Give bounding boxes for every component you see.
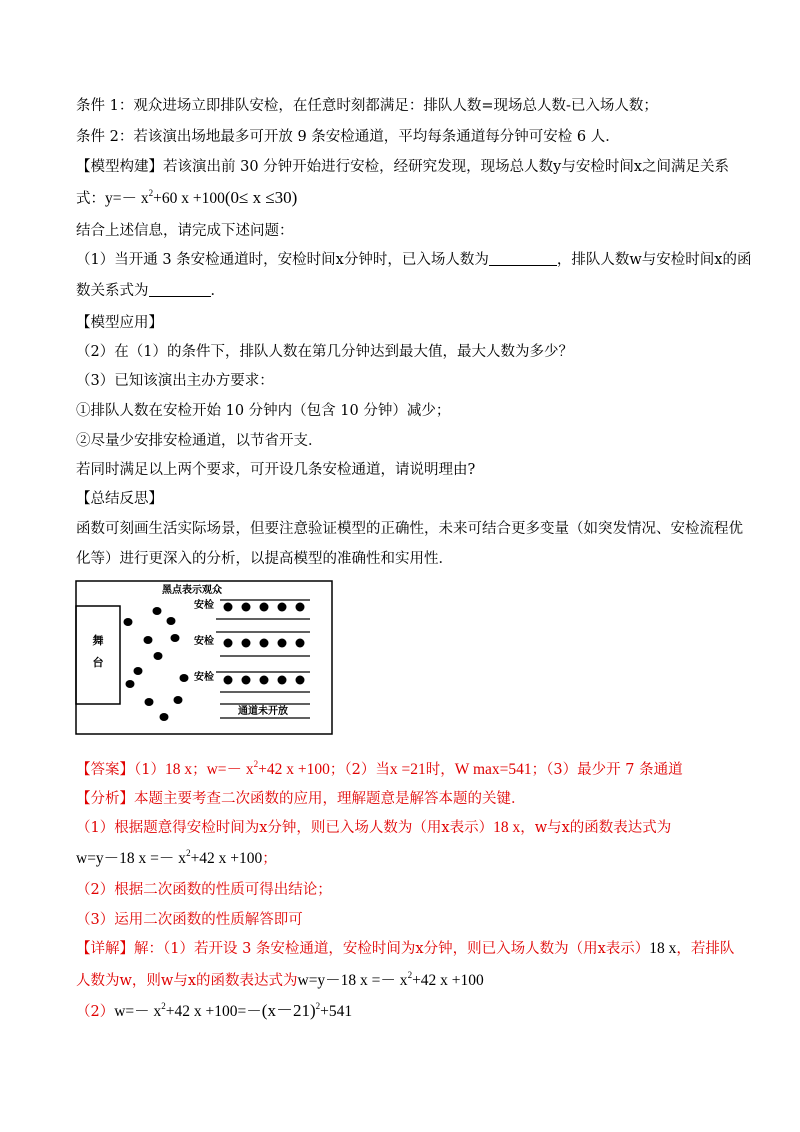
audience-dot <box>180 674 189 682</box>
analysis-1: （1）根据题意得安检时间为x分钟，则已入场人数为（用x表示）18 x，w与x的函数表达式为 <box>76 819 672 836</box>
detail-line-3: $(2)w=- x^2+42$ $x +100=-(x-21)^2+541$ <box>76 1001 353 1020</box>
summary-heading: 【总结反思】 <box>76 491 163 507</box>
closed-channel-label: 通道未开放 <box>238 706 288 717</box>
audience-dot <box>144 636 153 644</box>
security-label-2: 安检 <box>194 636 214 647</box>
audience-dot <box>145 698 154 706</box>
audience-dot <box>134 667 143 675</box>
question-2: （2）在（1）的条件下，排队人数在第几分钟达到最大值，最大人数为多少？ <box>76 344 573 360</box>
question-3-ask: 若同时满足以上两个要求，可开设几条安检通道，请说明理由? <box>76 462 476 478</box>
analysis-3: （3）运用二次函数的性质解答即可 <box>76 912 303 928</box>
answer-blank-2[interactable] <box>149 282 211 297</box>
requirement-1: ①排队人数在安检开始 10 分钟内（包含 10 分钟）减少； <box>76 403 451 419</box>
audience-dot <box>171 634 180 642</box>
relation-formula: $y=- x^2+60$ x +100(0≤ x ≤30) <box>105 188 298 207</box>
audience-dot <box>160 713 169 721</box>
security-label-3: 安检 <box>194 672 214 683</box>
detail-line-2: 人数为w，则w与x的函数表达式为w=y－18 $x =- x^2+42$ x +100 <box>76 970 484 989</box>
detail-line-1: 【详解】解：（1）若开设 3 条安检通道，安检时间为x分钟，则已入场人数为（用x表示）18 x，若排队 <box>76 940 735 957</box>
requirement-2: ②尽量少安排安检通道，以节省开支． <box>76 433 323 449</box>
audience-dot <box>153 607 162 615</box>
stage-label-text: 舞 台 <box>92 634 104 669</box>
audience-dot <box>167 617 176 625</box>
model-app-heading: 【模型应用】 <box>76 315 163 331</box>
summary-line-1: 函数可刻画生活实际场景，但要注意验证模型的正确性，未来可结合更多变量（如突发情况、安检流程优 <box>76 521 743 537</box>
answer-blank-1[interactable] <box>489 251 557 266</box>
security-lanes <box>216 600 310 718</box>
question-3: （3）已知该演出主办方要求： <box>76 373 274 389</box>
summary-line-2: 化等）进行更深入的分析，以提高模型的准确性和实用性． <box>76 551 453 567</box>
question-1-line-2: 数关系式为 ． <box>76 283 225 299</box>
figure-title: 黑点表示观众 <box>162 585 222 596</box>
model-build-line-1: 【模型构建】若该演出前 30 分钟开始进行安检，经研究发现，现场总人数y与安检时间x之间满足关系 <box>76 159 730 175</box>
crowd-dots <box>124 607 189 721</box>
analysis-2: （2）根据二次函数的性质可得出结论； <box>76 882 332 898</box>
analysis-1-equation: w=y－18 $x =- x^2+42$ x +100； <box>76 848 277 867</box>
audience-dot <box>154 652 163 660</box>
audience-dot <box>174 696 183 704</box>
analysis-line: 【分析】本题主要考查二次函数的应用，理解题意是解答本题的关键． <box>76 791 526 807</box>
combine-line: 结合上述信息，请完成下述问题： <box>76 223 294 239</box>
condition-2: 条件 2：若该演出场地最多可开放 9 条安检通道，平均每条通道每分钟可安检 6 人． <box>76 129 620 145</box>
question-1-line-1: （1）当开通 3 条安检通道时，安检时间x分钟时，已入场人数为 ，排队人数w与安检时间x的函 <box>76 252 752 268</box>
model-build-line-2: 式：$y=- x^2+60$ x +100(0≤ x ≤30) <box>76 188 298 207</box>
security-label-1: 安检 <box>194 600 214 611</box>
answer-line: 【答案】（1）18 x；$w=- x^2+42$ x +100；（2）当x =21时，W max=541；（3）最少开 7 条通道 <box>76 759 683 778</box>
condition-1: 条件 1：观众进场立即排队安检，在任意时刻都满足：排队人数=现场总人数-已入场人数； <box>76 98 658 114</box>
audience-dot <box>126 680 135 688</box>
audience-dot <box>124 618 133 626</box>
